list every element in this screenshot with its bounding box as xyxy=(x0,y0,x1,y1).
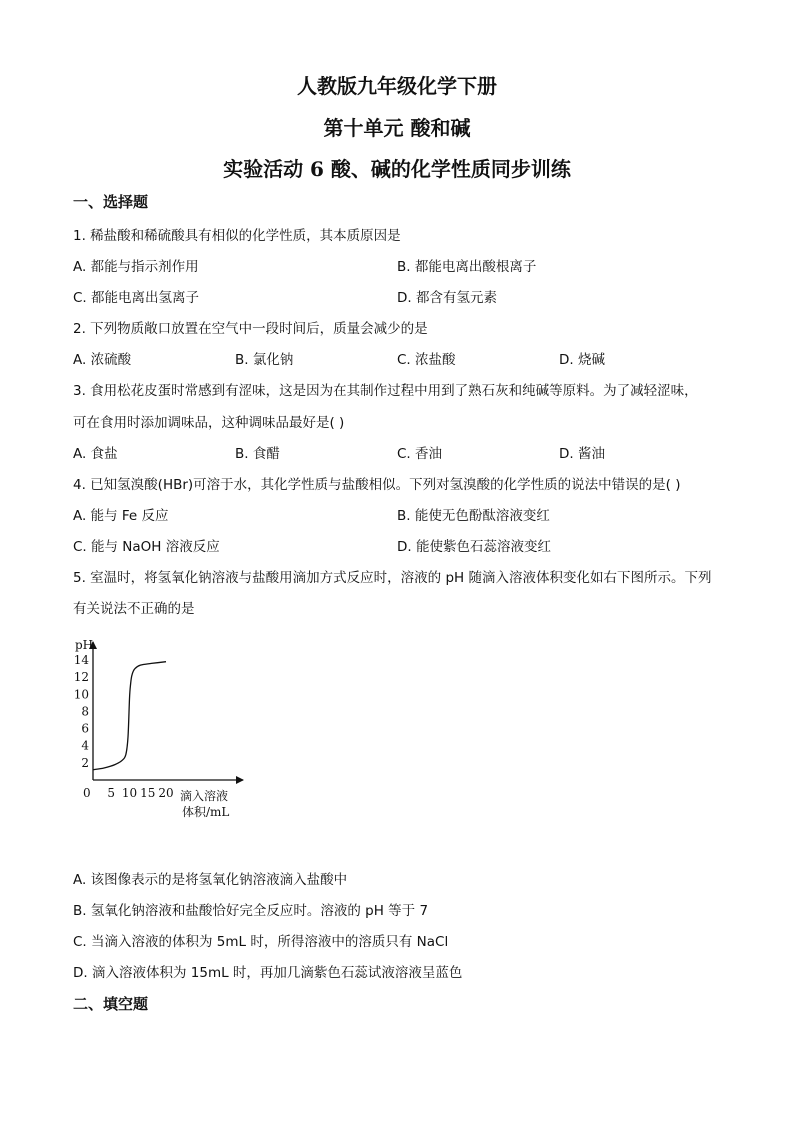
document-title: 人教版九年级化学下册 xyxy=(297,74,497,98)
y-tick-label: 2 xyxy=(81,755,89,770)
question-2-option-c: C. 浓盐酸 xyxy=(397,352,456,368)
x-tick-label: 10 xyxy=(121,786,138,800)
question-5-option-d: D. 滴入溶液体积为 15mL 时，再加几滴紫色石蕊试液溶液呈蓝色 xyxy=(73,965,463,981)
question-1-option-a: A. 都能与指示剂作用 xyxy=(73,259,199,275)
question-2-option-a: A. 浓硫酸 xyxy=(73,352,132,368)
x-tick-label: 5 xyxy=(107,786,116,800)
ph-curve-line xyxy=(93,662,166,770)
y-tick-label: 4 xyxy=(81,738,89,753)
y-tick-label: 6 xyxy=(81,721,89,736)
question-4-option-c: C. 能与 NaOH 溶液反应 xyxy=(73,539,220,555)
question-2-option-d: D. 烧碱 xyxy=(559,352,605,368)
question-5-option-c: C. 当滴入溶液的体积为 5mL 时，所得溶液中的溶质只有 NaCl xyxy=(73,934,449,950)
question-2-option-b: B. 氯化钠 xyxy=(235,352,294,368)
question-4-option-d: D. 能使紫色石蕊溶液变红 xyxy=(397,539,551,555)
x-tick-labels xyxy=(107,786,173,800)
y-tick-label: 10 xyxy=(73,687,89,702)
question-5-stem-line2: 有关说法不正确的是 xyxy=(73,601,195,617)
y-tick-label: 8 xyxy=(81,704,89,719)
y-axis-label: pH xyxy=(75,638,94,652)
question-3-stem-line2: 可在食用时添加调味品，这种调味品最好是( ) xyxy=(73,415,345,431)
question-4-option-a: A. 能与 Fe 反应 xyxy=(73,508,169,524)
ph-chart xyxy=(70,632,260,827)
question-5-option-b: B. 氢氧化钠溶液和盐酸恰好完全反应时。溶液的 pH 等于 7 xyxy=(73,903,429,919)
question-4-stem: 4. 已知氢溴酸(HBr)可溶于水，其化学性质与盐酸相似。下列对氢溴酸的化学性质的说法中错误的是( ) xyxy=(73,477,681,493)
question-3-option-d: D. 酱油 xyxy=(559,446,605,462)
origin-label: 0 xyxy=(83,786,91,800)
unit-title: 第十单元 酸和碱 xyxy=(323,116,471,140)
x-axis-label-line2: 体积/mL xyxy=(182,805,230,819)
question-1-stem: 1. 稀盐酸和稀硫酸具有相似的化学性质，其本质原因是 xyxy=(73,228,401,244)
section-heading-choice: 一、选择题 xyxy=(73,193,149,211)
question-1-option-c: C. 都能电离出氢离子 xyxy=(73,290,200,306)
question-3-option-a: A. 食盐 xyxy=(73,446,118,462)
y-tick-labels xyxy=(74,653,90,770)
activity-title: 实验活动 6 酸、碱的化学性质同步训练 xyxy=(223,157,571,181)
question-5-stem-line1: 5. 室温时，将氢氧化钠溶液与盐酸用滴加方式反应时，溶液的 pH 随滴入溶液体积变化如右下图所示。下列 xyxy=(73,570,712,586)
question-1-option-d: D. 都含有氢元素 xyxy=(397,290,497,306)
question-1-option-b: B. 都能电离出酸根离子 xyxy=(397,259,537,275)
question-3-option-b: B. 食醋 xyxy=(235,446,280,462)
x-tick-label: 20 xyxy=(158,786,174,800)
question-3-stem-line1: 3. 食用松花皮蛋时常感到有涩味，这是因为在其制作过程中用到了熟石灰和纯碱等原料。为了减轻涩味， xyxy=(73,383,698,399)
x-tick-label: 15 xyxy=(140,786,156,800)
section-heading-fill: 二、填空题 xyxy=(73,995,149,1013)
question-4-option-b: B. 能使无色酚酞溶液变红 xyxy=(397,508,550,524)
y-tick-label: 12 xyxy=(73,670,89,685)
question-3-option-c: C. 香油 xyxy=(397,446,443,462)
question-5-option-a: A. 该图像表示的是将氢氧化钠溶液滴入盐酸中 xyxy=(73,872,348,888)
y-tick-label: 14 xyxy=(73,653,89,667)
question-2-stem: 2. 下列物质敞口放置在空气中一段时间后，质量会减少的是 xyxy=(73,321,428,337)
x-axis-label-line1: 滴入溶液 xyxy=(180,789,229,803)
